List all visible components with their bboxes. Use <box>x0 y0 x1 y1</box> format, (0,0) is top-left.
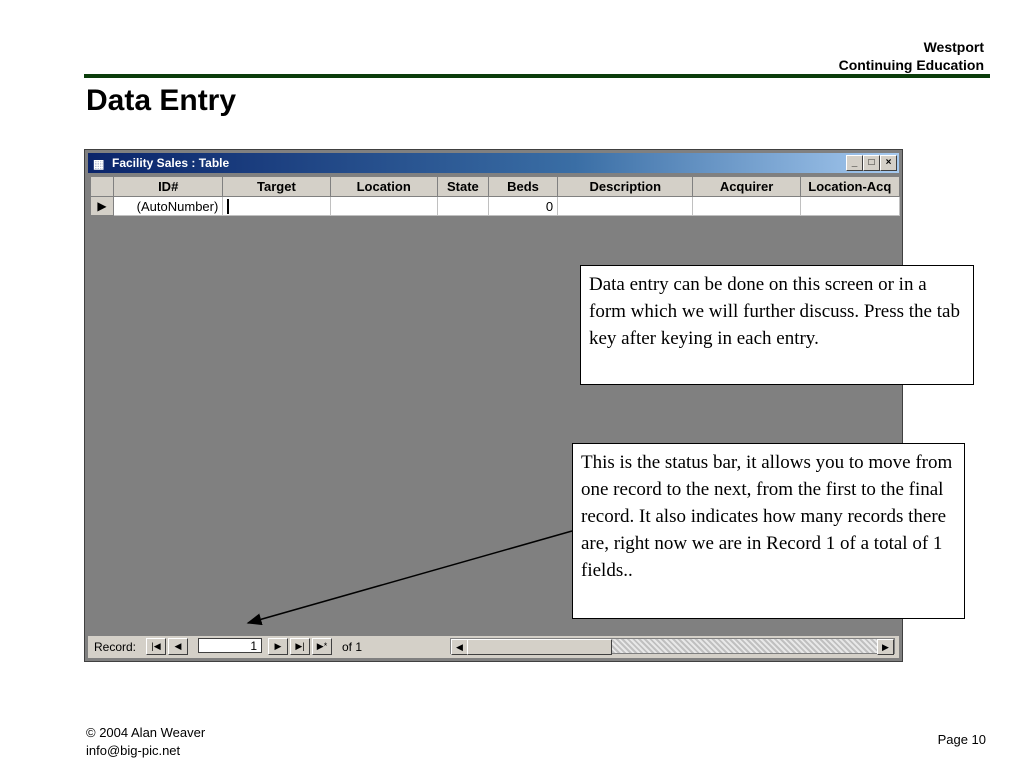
scroll-left-icon[interactable]: ◀ <box>451 639 468 655</box>
cell-id[interactable]: (AutoNumber) <box>114 197 223 216</box>
slide-title: Data Entry <box>86 84 237 117</box>
first-record-button[interactable]: |◀ <box>146 638 166 655</box>
record-label: Record: <box>94 640 137 654</box>
column-header-target[interactable]: Target <box>223 177 330 197</box>
brand-line2: Continuing Education <box>838 57 984 73</box>
footer-copyright: © 2004 Alan Weaver <box>86 725 206 740</box>
maximize-button[interactable]: □ <box>863 155 880 171</box>
brand-line1: Westport <box>923 39 984 55</box>
new-record-button[interactable]: ▶* <box>312 638 332 655</box>
table-icon: ▦ <box>93 157 105 171</box>
column-header-beds[interactable]: Beds <box>488 177 557 197</box>
cell-beds[interactable]: 0 <box>488 197 557 216</box>
last-record-button[interactable]: ▶| <box>290 638 310 655</box>
page-number: Page 10 <box>937 732 986 747</box>
window-title: Facility Sales : Table <box>112 156 230 170</box>
column-header-location-acq[interactable]: Location-Acq <box>800 177 899 197</box>
minimize-button[interactable]: _ <box>846 155 863 171</box>
column-header-acquirer[interactable]: Acquirer <box>693 177 800 197</box>
footer-credits <box>86 724 205 760</box>
next-record-button[interactable]: ▶ <box>268 638 288 655</box>
callout-status-bar: This is the status bar, it allows you to move from one record to the next, from the first to the final record. It also indicates how many records there are, right now we are in Record 1 of a total of 1 fields.. <box>572 443 965 619</box>
column-header-state[interactable]: State <box>437 177 488 197</box>
footer-email: info@big-pic.net <box>86 743 181 758</box>
close-button[interactable]: × <box>880 155 897 171</box>
callout-data-entry: Data entry can be done on this screen or in a form which we will further discuss. Press the tab key after keying in each entry. <box>580 265 974 385</box>
record-selector[interactable]: ▶ <box>91 197 114 216</box>
current-record-input[interactable]: 1 <box>198 638 262 653</box>
column-header-description[interactable]: Description <box>558 177 693 197</box>
column-header-location[interactable]: Location <box>330 177 437 197</box>
record-count: of 1 <box>342 640 363 654</box>
scroll-right-icon[interactable]: ▶ <box>877 639 894 655</box>
column-header-id[interactable]: ID# <box>114 177 223 197</box>
previous-record-button[interactable]: ◀ <box>168 638 188 655</box>
